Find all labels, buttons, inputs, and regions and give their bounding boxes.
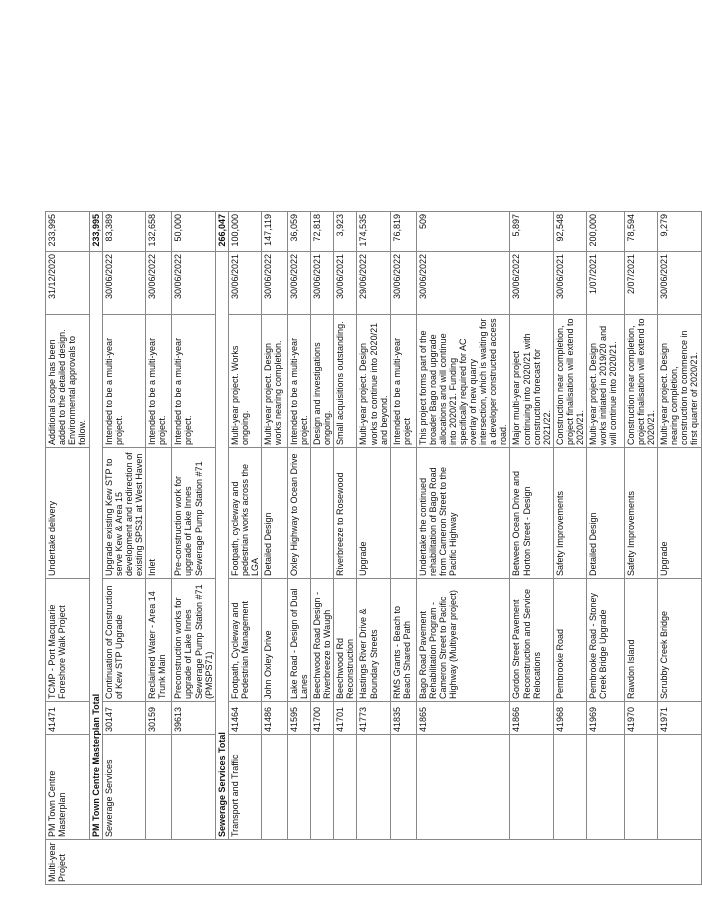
date-cell: 30/06/2021 xyxy=(228,252,261,315)
comment-cell: Construction near completion, project finalisation will extend to 2020/21. xyxy=(624,315,657,448)
delivery-cell: Upgrade existing Kew STP to serve Kew & Area 15 development and redirection of existing SPS31 at West Haven xyxy=(103,448,146,579)
total-value: 233,995 xyxy=(90,212,103,252)
date-cell: 30/06/2022 xyxy=(510,252,553,315)
project-name-cell: John Oxley Drive xyxy=(262,579,288,702)
comment-cell: Additional scope has been added to the detailed design. Environmental approvals to follow. xyxy=(46,315,90,448)
project-number-cell: 41486 xyxy=(262,702,288,735)
comment-cell: Intended to be a multi-year project. xyxy=(103,315,146,448)
project-number-cell: 41595 xyxy=(288,702,311,735)
table-row xyxy=(624,212,657,885)
value-cell: 100,000 xyxy=(228,212,261,252)
area-cell xyxy=(311,735,334,840)
project-name-cell: Bago Road Pavement Rehabilitation Program - Cameron Street to Pacific Highway (Multiyear project) xyxy=(416,579,510,702)
delivery-cell xyxy=(390,448,416,579)
date-cell: 29/06/2022 xyxy=(357,252,390,315)
table-row xyxy=(416,212,510,885)
project-number-cell: 30159 xyxy=(146,702,172,735)
project-number-cell: 41968 xyxy=(553,702,586,735)
value-cell: 78,594 xyxy=(624,212,657,252)
area-cell xyxy=(390,735,416,840)
table-row xyxy=(357,212,390,885)
delivery-cell: Detailed Design xyxy=(586,448,624,579)
project-number-cell: 41865 xyxy=(416,702,510,735)
project-number-cell: 41701 xyxy=(334,702,357,735)
comment-cell: Multi-year project. Design works to continue into 2020/21 and beyond. xyxy=(357,315,390,448)
project-name-cell: Scrubby Creek Bridge xyxy=(658,579,701,702)
category-cell: Multi-year Project xyxy=(46,840,702,885)
delivery-cell: Oxley Highway to Ocean Drive xyxy=(288,448,311,579)
date-cell: 2/07/2021 xyxy=(624,252,657,315)
date-cell: 31/12/2020 xyxy=(46,252,90,315)
comment-cell: Small acquisitions outstanding. xyxy=(334,315,357,448)
delivery-cell: Upgrade xyxy=(658,448,701,579)
comment-cell: Intended to be a multi-year project. xyxy=(172,315,215,448)
project-name-cell: Preconstruction works for upgrade of Lake Innes Sewerage Pump Station #71 (PMSPS71) xyxy=(172,579,215,702)
value-cell: 200,000 xyxy=(586,212,624,252)
area-cell xyxy=(288,735,311,840)
project-name-cell: Gordon Street Pavement Reconstruction and Service Relocations xyxy=(510,579,553,702)
area-cell xyxy=(553,735,586,840)
comment-cell: Design and investigations ongoing. xyxy=(311,315,334,448)
area-cell xyxy=(262,735,288,840)
table-row xyxy=(390,212,416,885)
value-cell: 36,059 xyxy=(288,212,311,252)
total-label: Sewerage Services Total xyxy=(215,252,228,840)
area-cell xyxy=(357,735,390,840)
comment-cell: Multi-year project. Design works initiated in 2019/20 and will continue into 2020/21. xyxy=(586,315,624,448)
table-row xyxy=(46,212,90,885)
value-cell: 76,819 xyxy=(390,212,416,252)
project-name-cell: Hastings River Drive & Boundary Streets xyxy=(357,579,390,702)
comment-cell: This project forms part of the broader Bago road upgrade allocations and will continue into 2020/21. Funding specifically required for AC overlay of new quarry intersection, which is waiting for a developer constructed access road. xyxy=(416,315,510,448)
project-number-cell: 41471 xyxy=(46,702,90,735)
date-cell: 30/06/2022 xyxy=(103,252,146,315)
project-name-cell: Lake Road - Design of Dual Lanes xyxy=(288,579,311,702)
comment-cell: Multi-year project. Design works nearing completion. xyxy=(262,315,288,448)
delivery-cell: Safety Improvements xyxy=(553,448,586,579)
area-cell xyxy=(416,735,510,840)
comment-cell: Intended to be a multi-year project. xyxy=(288,315,311,448)
table-row xyxy=(146,212,172,885)
comment-cell: Multi-year project. Design nearing completion, construction to commence in first quarter of 2020/21. xyxy=(658,315,701,448)
project-name-cell: Continuation of Construction of Kew STP Upgrade xyxy=(103,579,146,702)
area-cell xyxy=(146,735,172,840)
value-cell: 50,000 xyxy=(172,212,215,252)
table-row xyxy=(311,212,334,885)
total-value: 266,047 xyxy=(215,212,228,252)
area-cell: PM Town Centre Masterplan xyxy=(46,735,90,840)
table-row xyxy=(586,212,624,885)
delivery-cell: Footpath, cycleway and pedestrian works across the LGA xyxy=(228,448,261,579)
date-cell: 30/06/2022 xyxy=(416,252,510,315)
comment-cell: Intended to be a multi-year project xyxy=(390,315,416,448)
project-name-cell: Beechwood Rd Reconstruction xyxy=(334,579,357,702)
project-number-cell: 41970 xyxy=(624,702,657,735)
table-row xyxy=(172,212,215,885)
delivery-cell: Between Ocean Drive and Horton Street - Design xyxy=(510,448,553,579)
delivery-cell: Detailed Design xyxy=(262,448,288,579)
delivery-cell: Undertake the continued rehabilitation of Bago Road from Cameron Street to the Pacific Highway xyxy=(416,448,510,579)
total-label: PM Town Centre Masterplan Total xyxy=(90,252,103,840)
project-number-cell: 41773 xyxy=(357,702,390,735)
value-cell: 3,923 xyxy=(334,212,357,252)
comment-cell: Major multi-year project continuing into 2020/21 with construction forecast for 2021/22. xyxy=(510,315,553,448)
project-number-cell: 41866 xyxy=(510,702,553,735)
value-cell: 233,995 xyxy=(46,212,90,252)
project-name-cell: Footpath, Cycleway and Pedestrian Management xyxy=(228,579,261,702)
multi-year-projects-table xyxy=(45,211,702,885)
project-number-cell: 30147 xyxy=(103,702,146,735)
area-cell xyxy=(510,735,553,840)
table-row xyxy=(103,212,146,885)
project-name-cell: Rawdon Island xyxy=(624,579,657,702)
value-cell: 147,119 xyxy=(262,212,288,252)
project-name-cell: Reclaimed Water - Area 14 Trunk Main xyxy=(146,579,172,702)
delivery-cell xyxy=(311,448,334,579)
project-number-cell: 41969 xyxy=(586,702,624,735)
delivery-cell: Safety Improvements xyxy=(624,448,657,579)
delivery-cell: Upgrade xyxy=(357,448,390,579)
project-number-cell: 41464 xyxy=(228,702,261,735)
date-cell: 30/06/2022 xyxy=(146,252,172,315)
project-number-cell: 41971 xyxy=(658,702,701,735)
area-cell: Transport and Traffic xyxy=(228,735,261,840)
date-cell: 30/06/2022 xyxy=(172,252,215,315)
project-number-cell: 39613 xyxy=(172,702,215,735)
delivery-cell: Riverbreeze to Rosewood xyxy=(334,448,357,579)
project-name-cell: Beechwood Road Design - Riverbreeze to Waugh xyxy=(311,579,334,702)
value-cell: 83,389 xyxy=(103,212,146,252)
delivery-cell: Pre-construction work for upgrade of Lake Innes Sewerage Pump Station #71 xyxy=(172,448,215,579)
comment-cell: Intended to be a multi-year project. xyxy=(146,315,172,448)
area-cell: Sewerage Services xyxy=(103,735,146,840)
area-cell xyxy=(586,735,624,840)
project-number-cell: 41700 xyxy=(311,702,334,735)
value-cell: 174,535 xyxy=(357,212,390,252)
total-row xyxy=(215,212,228,885)
project-number-cell: 41835 xyxy=(390,702,416,735)
value-cell: 9,279 xyxy=(658,212,701,252)
date-cell: 30/06/2022 xyxy=(288,252,311,315)
delivery-cell: Inlet xyxy=(146,448,172,579)
comment-cell: Multi-year project. Works ongoing. xyxy=(228,315,261,448)
date-cell: 30/06/2021 xyxy=(658,252,701,315)
area-cell xyxy=(624,735,657,840)
table-row xyxy=(553,212,586,885)
area-cell xyxy=(658,735,701,840)
area-cell xyxy=(172,735,215,840)
table-row xyxy=(288,212,311,885)
total-row xyxy=(90,212,103,885)
project-name-cell: Pembrooke Road xyxy=(553,579,586,702)
project-name-cell: Pembrooke Road - Stoney Creek Bridge Upgrade xyxy=(586,579,624,702)
table-row xyxy=(262,212,288,885)
date-cell: 1/07/2021 xyxy=(586,252,624,315)
project-name-cell: TCMP - Port Macquarie Foreshore Walk Project xyxy=(46,579,90,702)
area-cell xyxy=(334,735,357,840)
comment-cell: Construction near completion, project finalisation will extend to 2020/21. xyxy=(553,315,586,448)
project-name-cell: RMS Grants - Beach to Beach Shared Path xyxy=(390,579,416,702)
value-cell: 132,658 xyxy=(146,212,172,252)
value-cell: 72,818 xyxy=(311,212,334,252)
table-row xyxy=(658,212,701,885)
value-cell: 509 xyxy=(416,212,510,252)
table-row xyxy=(228,212,261,885)
value-cell: 5,897 xyxy=(510,212,553,252)
table-row xyxy=(510,212,553,885)
delivery-cell: Undertake delivery xyxy=(46,448,90,579)
date-cell: 30/06/2022 xyxy=(390,252,416,315)
date-cell: 30/06/2022 xyxy=(262,252,288,315)
date-cell: 30/06/2021 xyxy=(311,252,334,315)
value-cell: 92,548 xyxy=(553,212,586,252)
date-cell: 30/06/2021 xyxy=(334,252,357,315)
table-row xyxy=(334,212,357,885)
date-cell: 30/06/2021 xyxy=(553,252,586,315)
